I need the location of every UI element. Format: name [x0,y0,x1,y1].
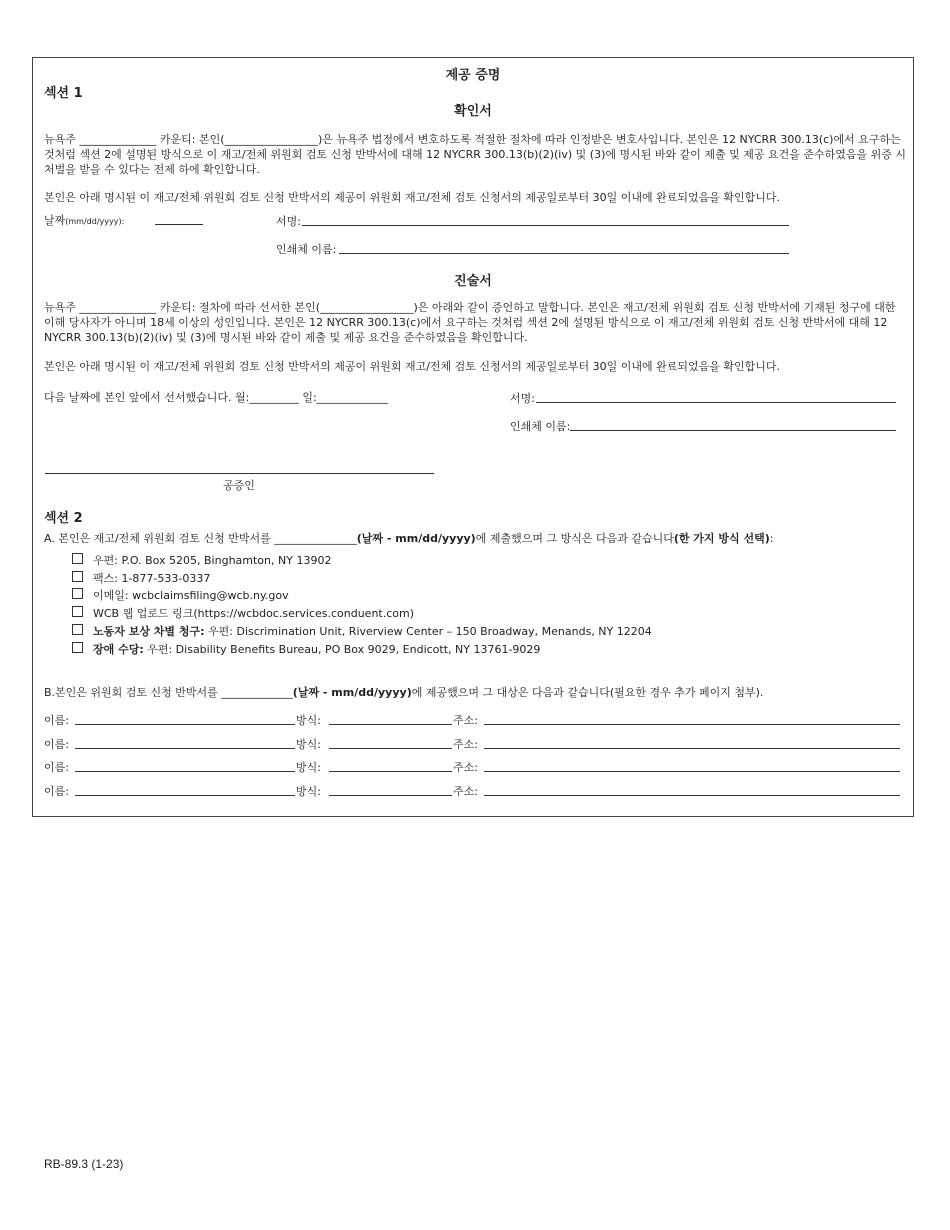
option-fax-checkbox[interactable] [72,571,83,582]
row-name-label: 이름: [44,738,69,751]
option-text: 우편: Discrimination Unit, Riverview Center – 150 Broadway, Menands, NY 12204 [204,625,652,638]
option-text: 우편: Disability Benefits Bureau, PO Box 9029, Endicott, NY 13761-9029 [143,643,541,656]
section2-a-select-note: (한 가지 방식 선택) [673,532,770,545]
affirmation-paragraph-2: 본인은 아래 명시된 이 재고/전체 위원회 검토 신청 반박서의 제공이 위원회 재고/전체 검토 신청서의 제공일로부터 30일 이내에 완료되었음을 확인합니다. [44,191,781,204]
sworn-date-label: 다음 날짜에 본인 앞에서 선서했습니다. 월:_________ 일:_____________ [44,391,389,404]
affirmation-signature-label: 서명: [276,215,301,228]
option-disability-checkbox[interactable] [72,642,83,653]
section2-b-date-format: (날짜 - mm/dd/yyyy) [292,686,412,699]
statement-signature-field[interactable] [536,402,896,403]
row-method-label: 방식: [296,738,321,751]
row-method-field[interactable] [329,771,452,772]
row-method-field[interactable] [329,795,452,796]
notary-label: 공증인 [223,479,255,492]
statement-paragraph-2: 본인은 아래 명시된 이 재고/전체 위원회 검토 신청 반박서의 제공이 위원회 재고/전체 검토 신청서의 제공일로부터 30일 이내에 완료되었음을 확인합니다. [44,360,781,373]
statement-printed-name-field[interactable] [570,430,896,431]
affirmation-printed-name-field[interactable] [339,253,789,254]
option-fax [93,570,210,586]
option-disability [93,641,540,657]
row-address-field[interactable] [484,724,900,725]
option-text: 이메일: wcbclaimsfiling@wcb.ny.gov [93,589,289,602]
notary-signature-line[interactable] [45,473,434,474]
affirmation-paragraph-1: 뉴욕주 ______________ 카운티: 본인(_________________)은 뉴욕주 법정에서 변호하도록 적절한 절차에 따라 인정받은 변호사입니다. 본인은 12 NYCRR 300.13(c)에서 요구하는 것처럼 섹션 2에 설명된 방식으로 이 재고/전체 위원회 검토 신청 반박서에 대해 12 NYCRR 300.13(b)(2)(iv) 및 (3)에 명시된 바와 같이 제출 및 제공 요건을 준수하였음을 위증 시 처벌을 받을 수 있다는 전제 하에 확인합니다. [44,133,906,176]
section2-a-mid: 에 제출했으며 그 방식은 다음과 같습니다 [475,532,674,545]
row-address-label: 주소: [453,738,478,751]
section2-b-prefix: B.본인은 위원회 검토 신청 반박서를 _____________ [44,686,293,699]
option-web-upload-checkbox[interactable] [72,606,83,617]
option-text: 팩스: 1-877-533-0337 [93,572,211,585]
row-address-field[interactable] [484,771,900,772]
section2-a-date-format: (날짜 - mm/dd/yyyy) [356,532,476,545]
section2-b-line [44,684,763,700]
document-title: 제공 증명 [445,68,501,83]
section2-b-suffix: 에 제공했으며 그 대상은 다음과 같습니다(필요한 경우 추가 페이지 첨부). [411,686,764,699]
row-method-label: 방식: [296,714,321,727]
option-bold: 노동자 보상 차별 청구: [93,625,205,638]
row-method-field[interactable] [329,748,452,749]
row-address-field[interactable] [484,748,900,749]
row-name-label: 이름: [44,785,69,798]
affirmation-printed-name-label: 인쇄체 이름: [276,243,337,256]
affirmation-title: 확인서 [454,104,492,119]
row-name-label: 이름: [44,761,69,774]
row-name-field[interactable] [75,771,295,772]
option-discrimination [93,623,652,639]
option-discrimination-checkbox[interactable] [72,624,83,635]
option-email-checkbox[interactable] [72,588,83,599]
form-frame [32,57,914,817]
row-address-label: 주소: [453,714,478,727]
option-email [93,587,289,603]
affirmation-signature-field[interactable] [302,225,789,226]
option-text: WCB 웹 업로드 링크(https://wcbdoc.services.conduent.com) [93,607,415,620]
row-method-label: 방식: [296,785,321,798]
option-text: 우편: P.O. Box 5205, Binghamton, NY 13902 [93,554,332,567]
statement-signature-label: 서명: [510,392,535,405]
row-name-label: 이름: [44,714,69,727]
row-name-field[interactable] [75,748,295,749]
row-address-label: 주소: [453,761,478,774]
section1-heading: 섹션 1 [44,86,83,101]
option-bold: 장애 수당: [93,643,144,656]
form-id: RB-89.3 (1-23) [44,1157,124,1171]
row-address-field[interactable] [484,795,900,796]
date-label: 날짜 [44,214,66,227]
option-web-upload [93,605,414,621]
statement-printed-name-label: 인쇄체 이름: [510,420,571,433]
section2-a-suffix: : [769,532,774,545]
section2-heading: 섹션 2 [44,511,83,526]
row-address-label: 주소: [453,785,478,798]
affirmation-date-label [44,212,124,228]
statement-title: 진술서 [454,274,492,289]
section2-a-prefix: A. 본인은 재고/전체 위원회 검토 신청 반박서를 _______________ [44,532,357,545]
row-method-label: 방식: [296,761,321,774]
option-mail-checkbox[interactable] [72,553,83,564]
affirmation-date-field[interactable] [155,224,203,225]
row-method-field[interactable] [329,724,452,725]
section2-a-line [44,530,773,546]
row-name-field[interactable] [75,795,295,796]
date-format: (mm/dd/yyyy): [65,217,125,226]
row-name-field[interactable] [75,724,295,725]
statement-paragraph-1: 뉴욕주 ______________ 카운티: 절차에 따라 선서한 본인(_________________)은 아래와 같이 증언하고 말합니다. 본인은 재고/전체 위원회 검토 신청 반박서에 기재된 청구에 대한 이해 당사자가 아니며 18세 이상의 성인입니다. 본인은 12 NYCRR 300.13(c)에서 요구하는 것처럼 섹션 2에 설명된 방식으로 이 재고/전체 위원회 검토 신청 반박서에 대해 12 NYCRR 300.13(b)(2)(iv) 및 (3)에 명시된 바와 같이 제출 및 제공 요건을 준수하였음을 확인합니다. [44,301,896,344]
option-mail [93,552,331,568]
